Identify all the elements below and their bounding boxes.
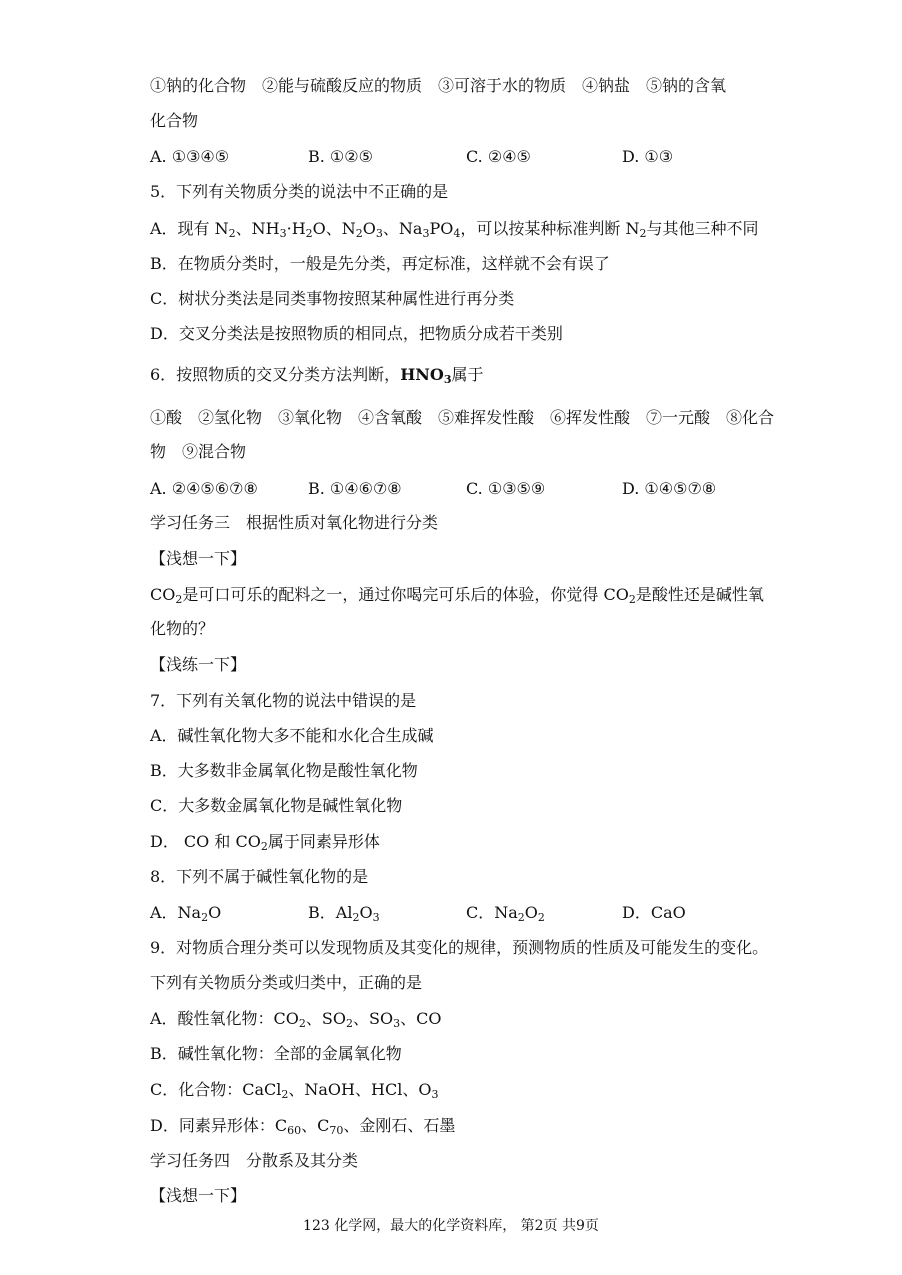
q9-option-d: D．同素异形体：$C_{60}$、$C_{70}$、金刚石、石墨 [150,1116,456,1137]
q9-option-b: B．碱性氧化物：全部的金属氧化物 [150,1044,402,1063]
q8-option-a: A．$Na_2O$ [150,903,222,924]
q6-stem: 6．按照物质的交叉分类方法判断，$HNO_3$属于 [150,365,484,386]
q7-option-a: A．碱性氧化物大多不能和水化合生成碱 [150,726,434,745]
q6-option-d: D. ①④⑤⑦⑧ [622,479,717,498]
q5-stem: 5．下列有关物质分类的说法中不正确的是 [150,182,449,201]
q6-formula: HNO [400,365,444,384]
q9-option-c: C．化合物：CaCl$_2$、NaOH、HCl、$O_3$ [150,1080,439,1101]
q9-stem-line2: 下列有关物质分类或归类中，正确的是 [150,973,423,992]
q4-option-b: B. ①②⑤ [308,147,373,166]
q7-option-c: C．大多数金属氧化物是碱性氧化物 [150,796,403,815]
q4-choices-line1: ①钠的化合物 ②能与硫酸反应的物质 ③可溶于水的物质 ④钠盐 ⑤钠的含氧 [150,76,727,95]
q6-option-a: A. ②④⑤⑥⑦⑧ [150,479,258,498]
think-heading-2: 【浅想一下】 [150,1186,247,1205]
q6-choices-line2: 物 ⑨混合物 [150,442,247,461]
q6-choices-line1: ①酸 ②氢化物 ③氧化物 ④含氧酸 ⑤难挥发性酸 ⑥挥发性酸 ⑦一元酸 ⑧化合 [150,408,775,427]
q5-option-d: D．交叉分类法是按照物质的相同点，把物质分成若干类别 [150,324,563,343]
task4-heading: 学习任务四 分散系及其分类 [150,1151,359,1170]
q6-option-c: C. ①③⑤⑨ [466,479,546,498]
q4-option-d: D. ①③ [622,147,674,166]
task3-heading: 学习任务三 根据性质对氧化物进行分类 [150,513,439,532]
q8-option-b: B．$Al_2O_3$ [308,903,380,924]
q7-option-b: B．大多数非金属氧化物是酸性氧化物 [150,761,418,780]
co2-question-line1: $CO_2$是可口可乐的配料之一，通过你喝完可乐后的体验，你觉得 $CO_2$是酸性还是碱性氧 [150,585,764,606]
q8-option-c: C．$Na_2O_2$ [466,903,545,924]
think-heading-1: 【浅想一下】 [150,549,247,568]
q8-option-d: D．CaO [622,903,686,922]
practice-heading-1: 【浅练一下】 [150,655,247,674]
q5-option-c: C．树状分类法是同类事物按照某种属性进行再分类 [150,289,515,308]
q4-choices-line2: 化合物 [150,111,199,130]
q5-option-a: A．现有 $N_2$、$NH_3\cdot H_2O$、$N_2O_3$、$Na_3PO_4$，可以按某种标准判断 $N_2$与其他三种不同 [150,219,759,240]
q4-option-a: A. ①③④⑤ [150,147,230,166]
page-footer: 123 化学网，最大的化学资料库， 第2页 共9页 [303,1218,599,1234]
q9-option-a: A．酸性氧化物：$CO_2$、$SO_2$、$SO_3$、CO [150,1009,442,1030]
q9-stem-line1: 9．对物质合理分类可以发现物质及其变化的规律，预测物质的性质及可能发生的变化。 [150,938,769,957]
q7-stem: 7．下列有关氧化物的说法中错误的是 [150,691,417,710]
co2-question-line2: 化物的？ [150,619,215,638]
q5-option-b: B．在物质分类时，一般是先分类，再定标准，这样就不会有误了 [150,254,610,273]
q4-option-c: C. ②④⑤ [466,147,531,166]
q6-option-b: B. ①④⑥⑦⑧ [308,479,402,498]
q7-option-d: D． CO 和 $CO_2$属于同素异形体 [150,832,380,853]
q8-stem: 8．下列不属于碱性氧化物的是 [150,867,369,886]
